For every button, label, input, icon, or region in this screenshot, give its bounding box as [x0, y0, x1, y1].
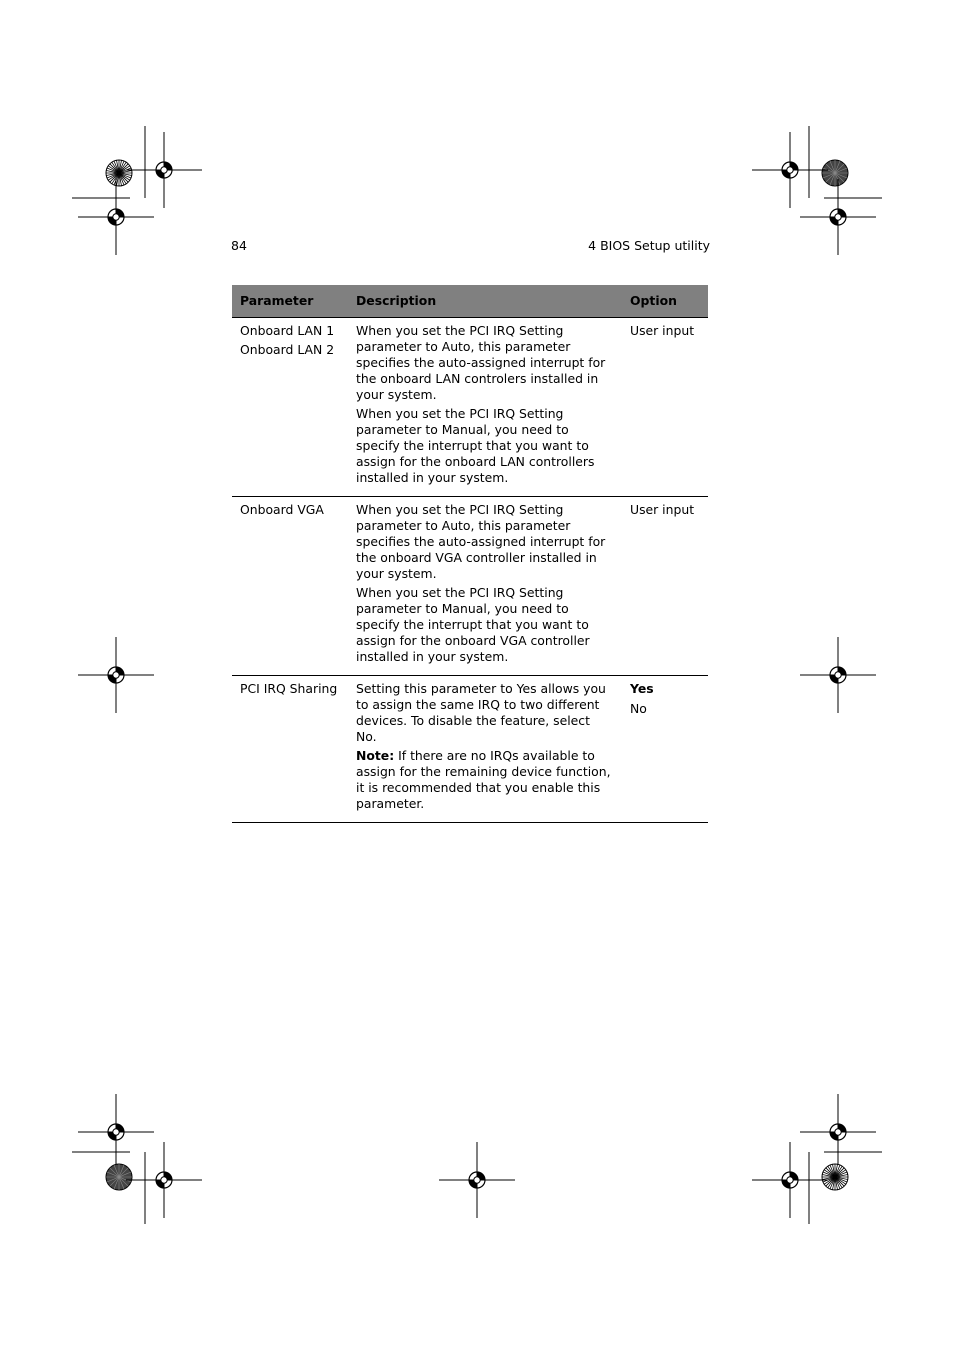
option-cell	[622, 497, 708, 676]
description-cell	[348, 318, 622, 497]
description-paragraph: When you set the PCI IRQ Setting parameter to Manual, you need to specify the interrupt that you want to assign for the onboard VGA controller installed in your system.	[356, 585, 590, 664]
note-text: If there are no IRQs available to assign for the remaining device function, it is recommended that you enable this parameter.	[356, 748, 611, 811]
parameter-cell	[232, 497, 348, 676]
option-value: User input	[630, 323, 695, 338]
header-description: Description	[348, 285, 622, 318]
header-parameter: Parameter	[232, 285, 348, 318]
option-cell	[622, 676, 708, 823]
chapter-title: 4 BIOS Setup utility	[588, 238, 710, 253]
option-value: User input	[630, 502, 695, 517]
parameter-cell	[232, 676, 348, 823]
table-row	[232, 318, 708, 497]
description-paragraph: When you set the PCI IRQ Setting parameter to Auto, this parameter specifies the auto-assigned interrupt for the onboard LAN controlers installed in your system.	[356, 323, 606, 402]
parameter-table	[232, 285, 708, 823]
header-option: Option	[622, 285, 708, 318]
parameter-name: Onboard VGA	[240, 502, 324, 517]
option-default-value: Yes	[630, 681, 654, 696]
description-paragraph: When you set the PCI IRQ Setting parameter to Auto, this parameter specifies the auto-assigned interrupt for the onboard VGA controller installed in your system.	[356, 502, 606, 581]
parameter-name: PCI IRQ Sharing	[240, 681, 338, 696]
parameter-cell	[232, 318, 348, 497]
note-paragraph	[356, 748, 614, 812]
table-header-row	[232, 285, 708, 318]
note-label: Note:	[356, 748, 395, 763]
table-row	[232, 497, 708, 676]
description-cell	[348, 676, 622, 823]
parameter-name: Onboard LAN 2	[240, 342, 335, 357]
parameter-name: Onboard LAN 1	[240, 323, 335, 338]
table-row	[232, 676, 708, 823]
option-value: No	[630, 701, 647, 716]
description-cell	[348, 497, 622, 676]
description-paragraph: When you set the PCI IRQ Setting parameter to Manual, you need to specify the interrupt that you want to assign for the onboard LAN controllers installed in your system.	[356, 406, 595, 485]
option-cell	[622, 318, 708, 497]
description-paragraph: Setting this parameter to Yes allows you to assign the same IRQ to two different devices. To disable the feature, select No.	[356, 681, 606, 744]
page-number: 84	[231, 238, 247, 253]
